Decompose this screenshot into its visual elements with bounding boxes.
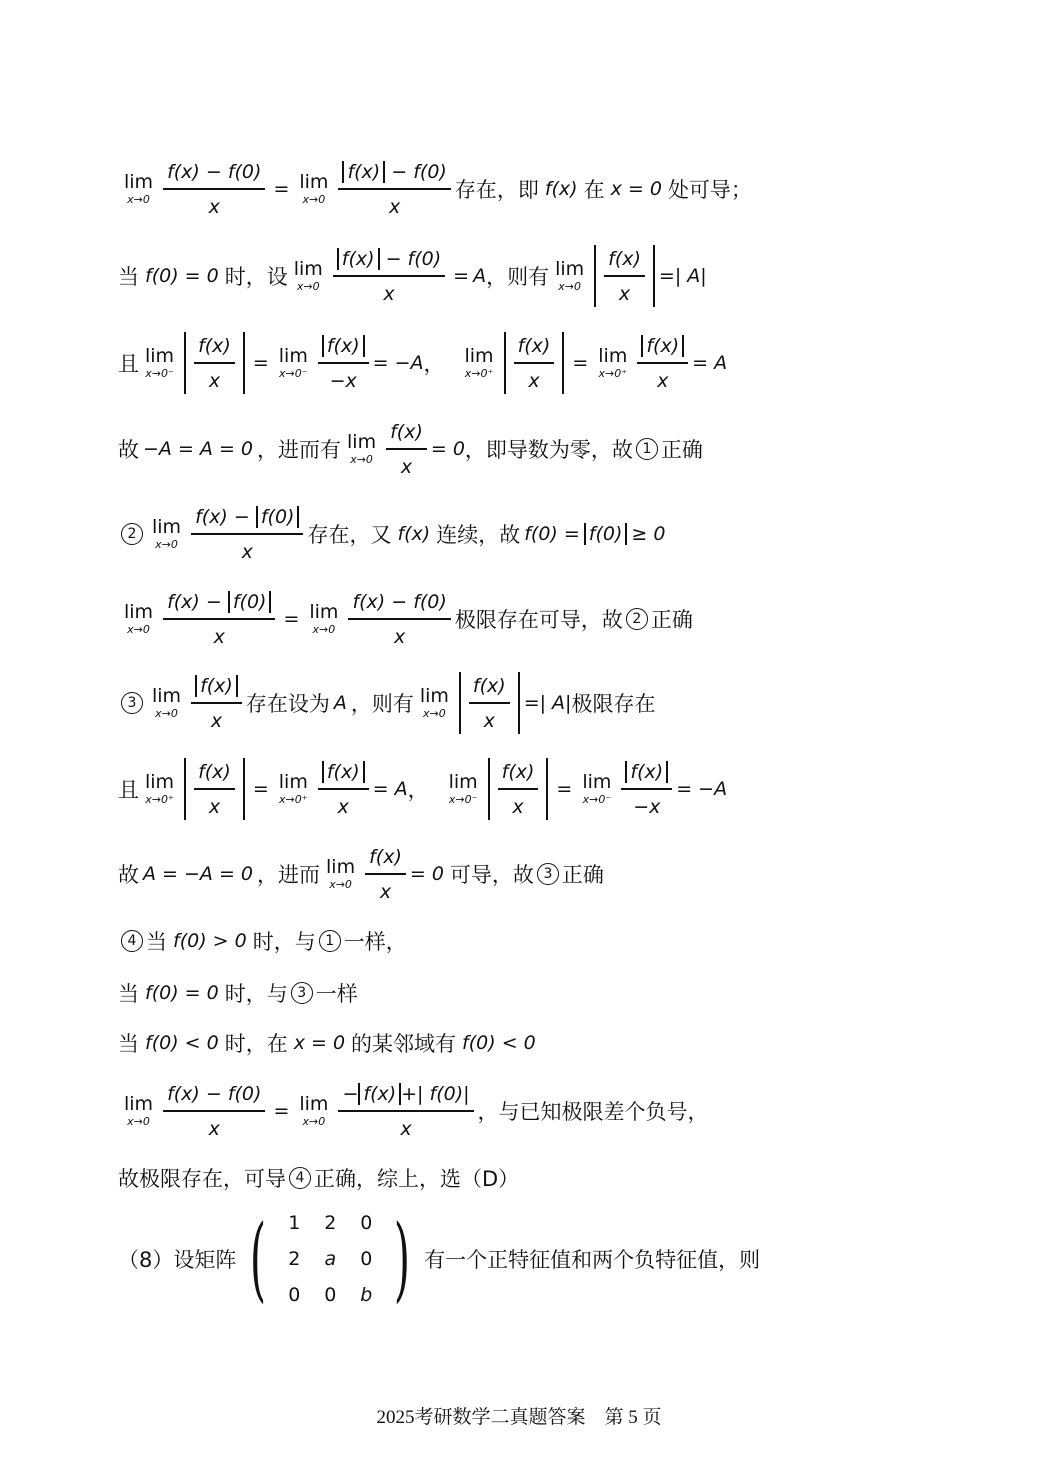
matrix — [240, 1205, 420, 1312]
limit: lim x→0 — [309, 601, 339, 636]
limit: lim x→0⁺ — [464, 345, 494, 380]
page-footer: 2025考研数学二真题答案 第 5 页 — [376, 1407, 662, 1428]
line-9: 故 A = −A = 0 ，进而 lim x→0 $\frac{f(x)}{x}$ = 0 可导，故 3 正确 — [118, 846, 604, 903]
line-4: 故 −A = A = 0 ，进而有 lim x→0 $\frac{f(x)}{x}$ = 0 ，即导数为零，故 1 正确 — [118, 421, 703, 478]
fraction: $\frac{f(x)}{-x}$ — [318, 334, 369, 392]
limit: lim x→0⁻ — [582, 771, 612, 806]
line-10: 4 当 f(0) > 0 时，与 1 一样， — [118, 926, 998, 956]
circled-number-3: 3 — [121, 692, 143, 714]
line-7: 3 lim x→0 $\frac{f(x)}{x}$ 存在设为 A ，则有 lim x→0 $\frac{f(x)}{x}$ =| A| 极限存在 — [118, 672, 998, 734]
line-5: 2 lim x→0 $\frac{f(x) - f(0)}{x}$ 存在，又 f(x) 连续，故 f(0) = f(0) ≥ 0 — [118, 505, 998, 563]
fraction: $\frac{f(x)}{x}$ — [191, 674, 242, 732]
circled-number-4: 4 — [121, 930, 143, 952]
limit: lim x→0⁻ — [278, 345, 308, 380]
limit: lim x→0 — [347, 431, 377, 466]
fraction: $\frac{f(x)}{x}$ — [637, 334, 688, 392]
circled-number-1: 1 — [319, 930, 341, 952]
fraction: $\frac{f(x) - f(0)}{x}$ — [191, 505, 303, 563]
fraction: $\frac{f(x)}{x}$ — [318, 760, 369, 818]
fraction: $\frac{f(x) - f(0)}{x}$ — [338, 160, 450, 218]
circled-number-2: 2 — [626, 608, 648, 630]
left-paren: ( — [250, 1205, 267, 1312]
limit: lim x→0 — [152, 516, 182, 551]
fraction: $\frac{f(x) - f(0)}{x}$ — [348, 590, 450, 648]
line-15: （8）设矩阵 ( 1 2 0 2 a 0 0 0 b ) 有一个正特征值和两个负特征值，则 — [118, 1205, 761, 1312]
fraction: $\frac{f(x)}{x}$ — [365, 845, 406, 903]
limit: lim x→0 — [299, 171, 329, 206]
limit: lim x→0 — [293, 258, 323, 293]
limit: lim x→0⁺ — [278, 771, 308, 806]
fraction: $\frac{- f(x) +| f(0)|}{x}$ — [338, 1082, 473, 1140]
limit: lim x→0⁻ — [448, 771, 478, 806]
circled-number-1: 1 — [636, 438, 658, 460]
fraction: $\frac{f(x)}{x}$ — [386, 420, 427, 478]
fraction: $\frac{f(x)}{-x}$ — [621, 760, 672, 818]
line-1: lim x→0 $\frac{f(x) - f(0)}{x}$ = lim x→0 $\frac{f(x) - f(0)}{x}$ 存在，即 f(x) 在 x = 0 处可导； — [124, 161, 752, 218]
line-12: 当 f(0) < 0 时，在 x = 0 的某邻域有 f(0) < 0 — [118, 1032, 536, 1056]
limit: lim x→0 — [124, 1093, 154, 1128]
limit: lim x→0 — [419, 685, 449, 720]
limit: lim x→0 — [152, 685, 182, 720]
line-14: 故极限存在，可导 4 正确，综上，选（D） — [118, 1167, 520, 1191]
line-6: lim x→0 $\frac{f(x) - f(0)}{x}$ = lim x→0 $\frac{f(x) - f(0)}{x}$ 极限存在可导，故 2 正确 — [124, 591, 693, 648]
line-2: 当 f(0) = 0 时，设 lim x→0 $\frac{f(x) - f(0)}{x}$ = A ，则有 lim x→0 $\frac{f(x)}{x}$ =| A| — [118, 245, 998, 307]
line-3: 且 lim x→0⁻ $\frac{f(x)}{x}$ = lim x→0⁻ $\frac{f(x)}{-x}$ = −A ， lim x→0⁺ $\frac{f(x)}{x}$ = lim x→0⁺ $\frac{f(x)}{x}$ = A — [118, 332, 998, 394]
limit: lim x→0 — [326, 856, 356, 891]
fraction: $\frac{f(x) - f(0)}{x}$ — [163, 160, 265, 218]
circled-number-3: 3 — [537, 863, 559, 885]
line-11: 当 f(0) = 0 时，与 3 一样 — [118, 982, 358, 1006]
circled-number-3: 3 — [291, 982, 313, 1004]
limit: lim x→0 — [124, 171, 154, 206]
fraction: $\frac{f(x) - f(0)}{x}$ — [163, 1082, 265, 1140]
limit: lim x→0⁻ — [145, 345, 175, 380]
line-13: lim x→0 $\frac{f(x) - f(0)}{x}$ = lim x→0 $\frac{- f(x) +| f(0)|}{x}$ ，与已知极限差个负号， — [124, 1083, 709, 1140]
matrix-grid: 1 2 0 2 a 0 0 0 b — [288, 1212, 373, 1306]
right-paren: ) — [394, 1205, 411, 1312]
line-8: 且 lim x→0⁺ $\frac{f(x)}{x}$ = lim x→0⁺ $\frac{f(x)}{x}$ = A ， lim x→0⁻ $\frac{f(x)}{x}$ = lim x→0⁻ $\frac{f(x)}{-x}$ = −A — [118, 758, 998, 820]
fraction: $\frac{f(x) - f(0)}{x}$ — [163, 590, 275, 648]
limit: lim x→0⁺ — [145, 771, 175, 806]
limit: lim x→0⁺ — [598, 345, 628, 380]
circled-number-4: 4 — [289, 1167, 311, 1189]
limit: lim x→0 — [299, 1093, 329, 1128]
circled-number-2: 2 — [121, 523, 143, 545]
limit: lim x→0 — [555, 258, 585, 293]
fraction: $\frac{f(x) - f(0)}{x}$ — [333, 247, 445, 305]
limit: lim x→0 — [124, 601, 154, 636]
